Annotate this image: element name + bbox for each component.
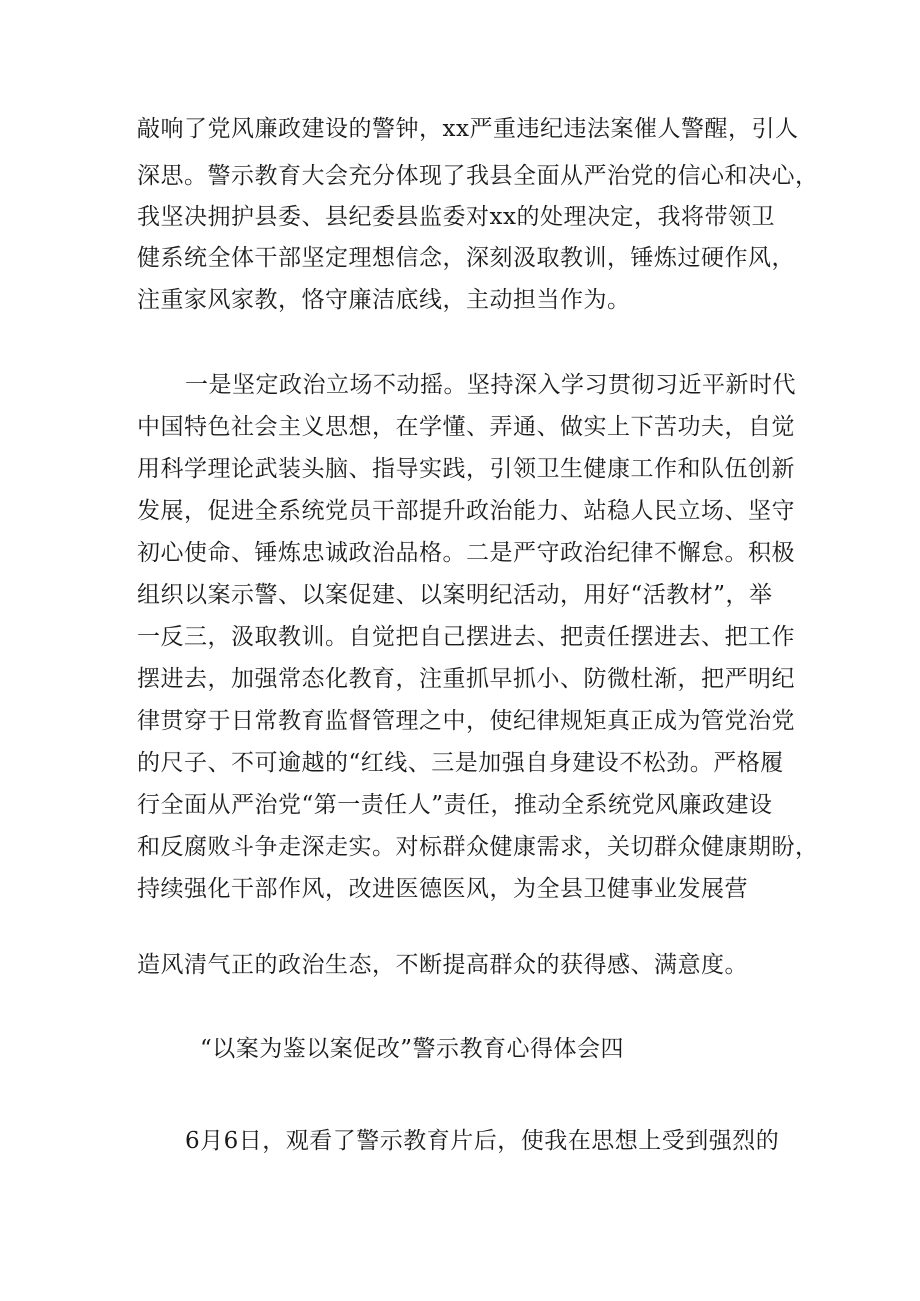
paragraph-1-line-1: 敲响了党风廉政建设的警钟，xx严重违纪违法案催人警醒，引人	[137, 116, 799, 142]
paragraph-2-line-12: 和反腐败斗争走深走实。对标群众健康需求，关切群众健康期盼，	[137, 834, 819, 860]
paragraph-2-line-4: 发展，促进全系统党员干部提升政治能力、站稳人民立场、坚守	[137, 498, 795, 524]
paragraph-2-line-1: 一是坚定政治立场不动摇。坚持深入学习贯彻习近平新时代	[185, 372, 796, 398]
paragraph-1-line-3: 我坚决拥护县委、县纪委县监委对xx的处理决定，我将带领卫	[137, 204, 775, 230]
paragraph-2-line-11: 行全面从严治党“第一责任人”责任，推动全系统党风廉政建设	[137, 792, 773, 818]
paragraph-2-line-9: 律贯穿于日常教育监督管理之中，使纪律规矩真正成为管党治党	[137, 708, 795, 734]
paragraph-2-line-2: 中国特色社会主义思想，在学懂、弄通、做实上下苦功夫，自觉	[137, 414, 795, 440]
section-heading: “以案为鉴以案促改”警示教育心得体会四	[200, 1036, 625, 1062]
paragraph-1-line-5: 注重家风家教，恪守廉洁底线，主动担当作为。	[137, 287, 631, 313]
paragraph-1-line-4: 健系统全体干部坚定理想信念，深刻汲取教训，锤炼过硬作风，	[137, 245, 795, 271]
paragraph-2-line-6: 组织以案示警、以案促建、以案明纪活动，用好“活教材”，举	[137, 582, 773, 608]
paragraph-2-line-3: 用科学理论武装头脑、指导实践，引领卫生健康工作和队伍创新	[137, 456, 795, 482]
paragraph-2-line-10: 的尺子、不可逾越的“红线、三是加强自身建设不松劲。严格履	[137, 750, 784, 776]
paragraph-4-line-1: 6月6日，观看了警示教育片后，使我在思想上受到强烈的	[185, 1128, 780, 1154]
paragraph-2-line-7: 一反三，汲取教训。自觉把自己摆进去、把责任摆进去、把工作	[137, 624, 795, 650]
paragraph-2-line-8: 摆进去，加强常态化教育，注重抓早抓小、防微杜渐，把严明纪	[137, 666, 795, 692]
paragraph-2-line-5: 初心使命、锤炼忠诚政治品格。二是严守政治纪律不懈怠。积极	[137, 540, 795, 566]
paragraph-2-line-13: 持续强化干部作风，改进医德医风，为全县卫健事业发展营	[137, 876, 748, 902]
paragraph-1-line-2: 深思。警示教育大会充分体现了我县全面从严治党的信心和决心，	[137, 163, 819, 189]
paragraph-3-line-1: 造风清气正的政治生态，不断提高群众的获得感、满意度。	[137, 952, 748, 978]
